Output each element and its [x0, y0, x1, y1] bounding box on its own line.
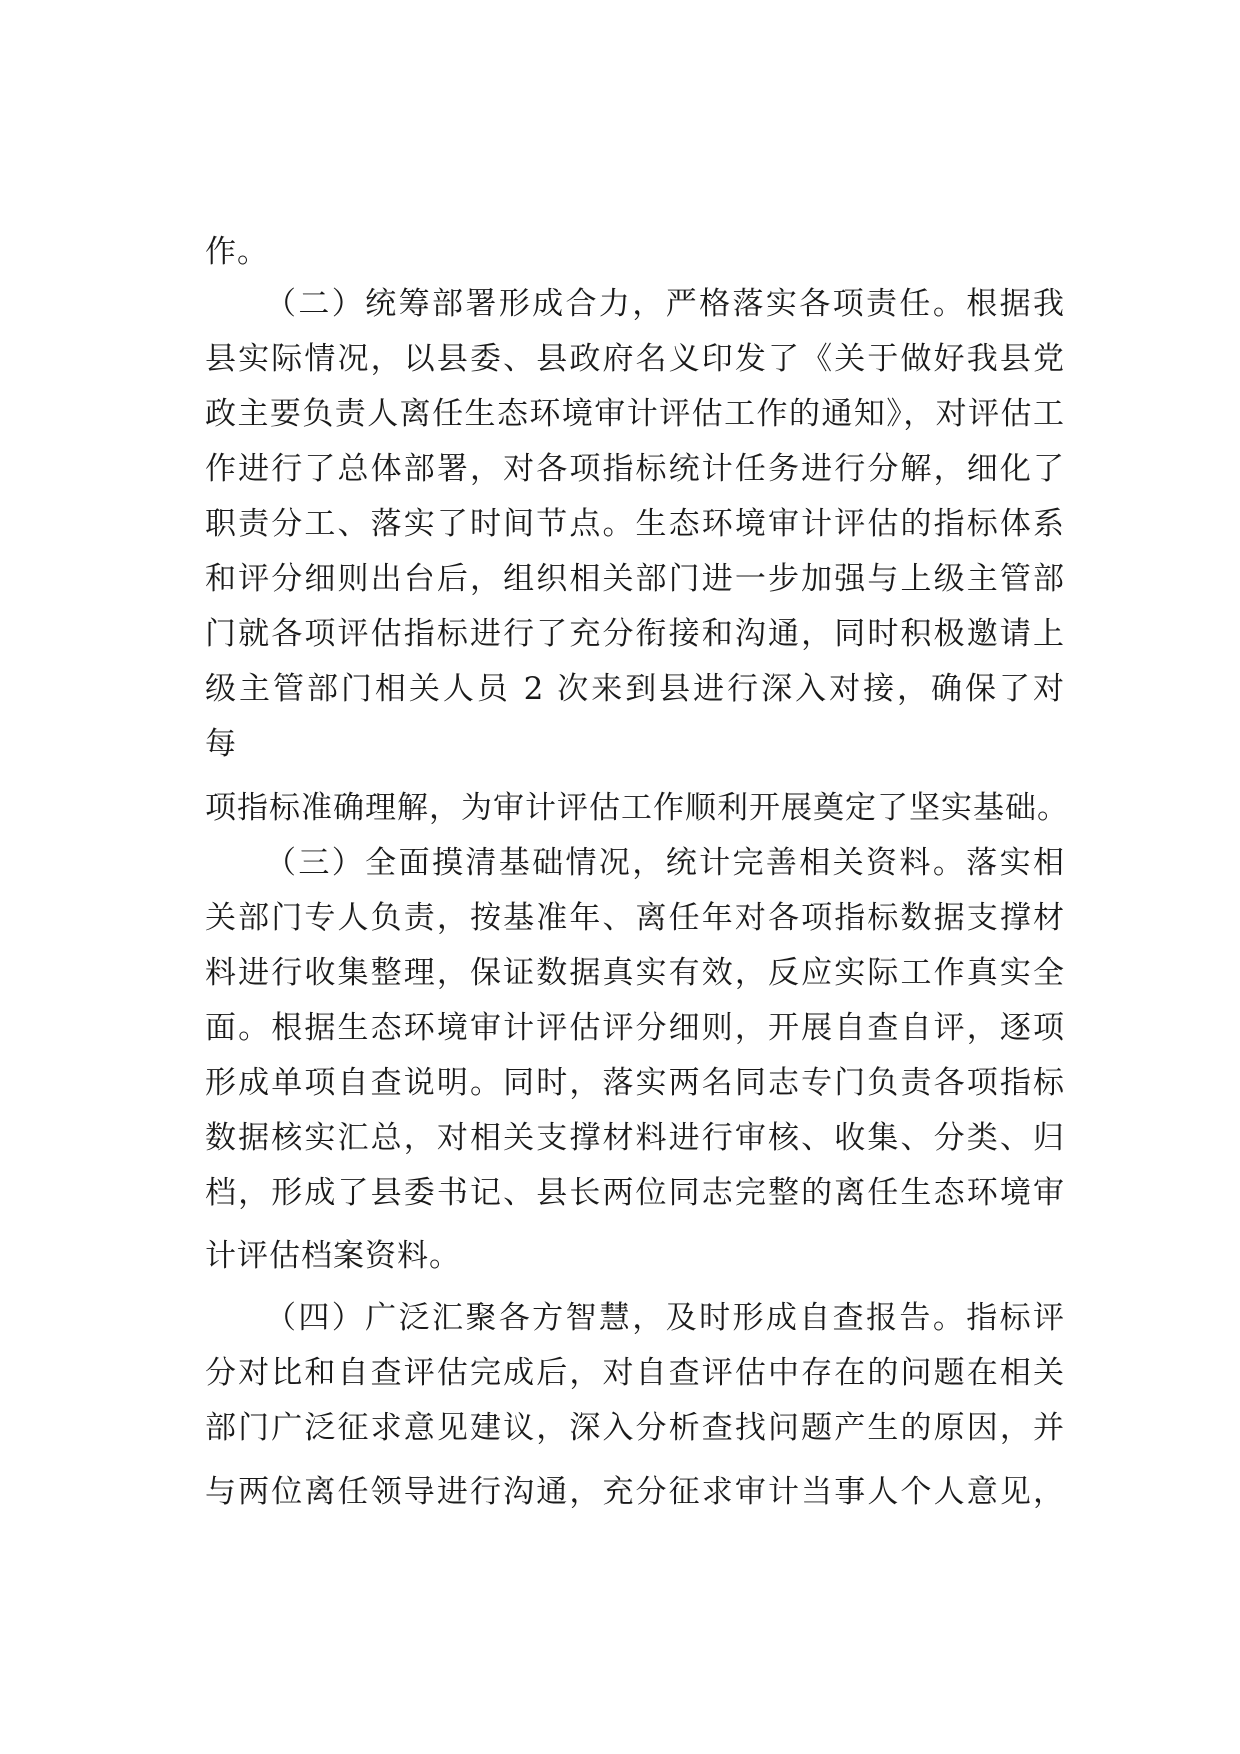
text-line: 作进行了总体部署，对各项指标统计任务进行分解，细化了 — [205, 451, 1065, 487]
section-heading-line: （四）广泛汇聚各方智慧，及时形成自查报告。指标评 — [265, 1300, 1065, 1336]
text-line: 县实际情况，以县委、县政府名义印发了《关于做好我县党 — [205, 341, 1065, 377]
text-line: 每 — [205, 726, 237, 762]
section-heading-line: （二）统筹部署形成合力，严格落实各项责任。根据我 — [265, 286, 1065, 322]
text-line: 分对比和自查评估完成后，对自查评估中存在的问题在相关 — [205, 1355, 1065, 1391]
text-line: 部门广泛征求意见建议，深入分析查找问题产生的原因，并 — [205, 1410, 1065, 1446]
text-line: 形成单项自查说明。同时，落实两名同志专门负责各项指标 — [205, 1065, 1065, 1101]
text-line: 职责分工、落实了时间节点。生态环境审计评估的指标体系 — [205, 506, 1065, 542]
text-line: 关部门专人负责，按基准年、离任年对各项指标数据支撑材 — [205, 900, 1065, 936]
text-line: 级主管部门相关人员 2 次来到县进行深入对接，确保了对 — [205, 671, 1065, 707]
text-line: 与两位离任领导进行沟通，充分征求审计当事人个人意见， — [205, 1474, 1065, 1510]
text-line: 和评分细则出台后，组织相关部门进一步加强与上级主管部 — [205, 561, 1065, 597]
text-line: 面。根据生态环境审计评估评分细则，开展自查自评，逐项 — [205, 1010, 1065, 1046]
section-heading-line: （三）全面摸清基础情况，统计完善相关资料。落实相 — [265, 845, 1065, 881]
text-line: 档，形成了县委书记、县长两位同志完整的离任生态环境审 — [205, 1175, 1065, 1211]
text-line: 数据核实汇总，对相关支撑材料进行审核、收集、分类、归 — [205, 1120, 1065, 1156]
text-line: 政主要负责人离任生态环境审计评估工作的通知》，对评估工 — [205, 396, 1065, 432]
text-line: 计评估档案资料。 — [205, 1238, 461, 1274]
text-line: 料进行收集整理，保证数据真实有效，反应实际工作真实全 — [205, 955, 1065, 991]
text-line: 作。 — [205, 234, 269, 270]
text-line: 门就各项评估指标进行了充分衔接和沟通，同时积极邀请上 — [205, 616, 1065, 652]
text-line: 项指标准确理解，为审计评估工作顺利开展奠定了坚实基础。 — [205, 790, 1069, 826]
